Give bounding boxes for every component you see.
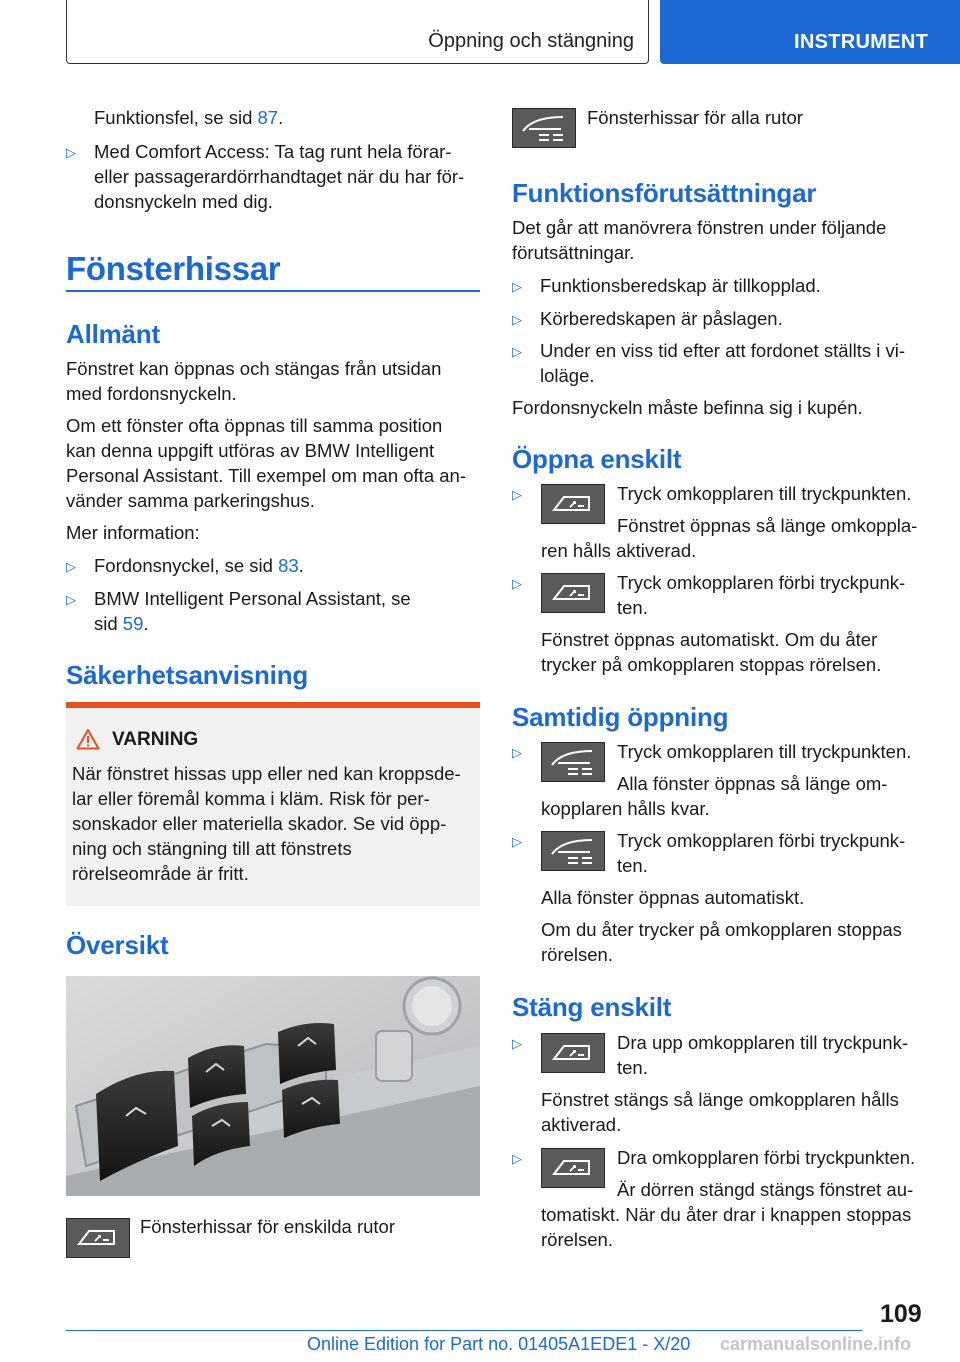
footer-edition: Online Edition for Part no. 01405A1EDE1 - X/20 (307, 1334, 691, 1354)
close-1-line-1: Dra upp omkopplaren till tryckpunk- (617, 1032, 908, 1053)
simul-2-line-4: Om du åter trycker på omkopplaren stoppas (541, 919, 902, 940)
caption-all-windows: Fönsterhissar för alla rutor (587, 107, 803, 128)
allmant-heading: Allmänt (66, 319, 160, 349)
open-2-line-1: Tryck omkopplaren förbi tryckpunk- (617, 572, 906, 593)
warning-triangle-icon (76, 728, 100, 750)
close-1-line-2: ten. (617, 1057, 648, 1078)
close-2-line-2: Är dörren stängd stängs fönstret au- (617, 1179, 914, 1200)
bullet-icon: ▷ (512, 745, 522, 760)
func-item-3-line-1: Under en viss tid efter att fordonet ställts i vi- (540, 340, 906, 361)
simul-2-line-3: Alla fönster öppnas automatiskt. (541, 887, 805, 908)
bullet-icon: ▷ (512, 279, 522, 294)
bullet-icon: ▷ (66, 145, 76, 160)
allmant-p2-line-1: Om ett fönster ofta öppnas till samma position (66, 415, 443, 436)
bullet-icon: ▷ (66, 592, 76, 607)
comfort-access-line-3: donsnyckeln med dig. (94, 191, 273, 212)
simul-2-line-2: ten. (617, 855, 648, 876)
allmant-p1-line-2: med fordonsnyckeln. (66, 383, 237, 404)
close-2-line-1: Dra omkopplaren förbi tryckpunkten. (617, 1147, 916, 1168)
bullet-icon: ▷ (512, 312, 522, 327)
safety-heading: Säkerhetsanvisning (66, 660, 309, 690)
simul-1-line-1: Tryck omkopplaren till tryckpunkten. (617, 741, 912, 762)
open-single-heading: Öppna enskilt (512, 444, 682, 474)
bullet-icon: ▷ (512, 576, 522, 591)
warning-line-4: ning och stängning till att fönstrets (72, 838, 352, 859)
main-heading: Fönsterhissar (66, 250, 281, 287)
bullet-icon: ▷ (512, 487, 522, 502)
page-number: 109 (880, 1300, 922, 1328)
warning-line-2: lar eller föremål komma i kläm. Risk för per- (72, 788, 430, 809)
more-info-label: Mer information: (66, 522, 200, 543)
all-windows-switch-icon (541, 831, 605, 871)
warning-line-1: När fönstret hissas upp eller ned kan kroppsde- (72, 763, 461, 784)
function-requirements-heading: Funktionsförutsättningar (512, 178, 817, 208)
page-link-87[interactable]: 87 (257, 107, 279, 128)
allmant-p2-line-3: Personal Assistant. Till exempel om man ofta an- (66, 465, 466, 486)
single-window-switch-icon (541, 484, 605, 524)
watermark: carmanualsonline.info (720, 1334, 912, 1354)
bullet-icon: ▷ (512, 1036, 522, 1051)
open-2-line-3: Fönstret öppnas automatiskt. Om du åter (541, 629, 878, 650)
bullet-icon: ▷ (512, 1151, 522, 1166)
func-p-line-2: förutsättningar. (512, 242, 635, 263)
comfort-access-line-2: eller passagerardörrhandtaget när du har för- (94, 166, 465, 187)
open-1-line-1: Tryck omkopplaren till tryckpunkten. (617, 483, 912, 504)
heading-rule (66, 290, 480, 292)
header-chapter-title: INSTRUMENT (794, 31, 929, 53)
more-info-item-2-line-1: BMW Intelligent Personal Assistant, se (94, 588, 411, 609)
header-section-box (66, 0, 649, 64)
warning-title: VARNING (112, 729, 199, 750)
allmant-p1-line-1: Fönstret kan öppnas och stängas från utsidan (66, 358, 442, 379)
close-single-heading: Stäng enskilt (512, 992, 672, 1022)
open-1-line-2: Fönstret öppnas så länge omkoppla- (617, 515, 918, 536)
open-2-line-4: trycker på omkopplaren stoppas rörelsen. (541, 654, 882, 675)
open-1-line-3: ren hålls aktiverad. (541, 540, 697, 561)
header-section-title: Öppning och stängning (428, 30, 634, 52)
window-switches-photo (66, 976, 480, 1196)
all-windows-switch-icon (541, 742, 605, 782)
comfort-access-line-1: Med Comfort Access: Ta tag runt hela förar- (94, 141, 452, 162)
simul-1-line-2: Alla fönster öppnas så länge om- (617, 773, 888, 794)
simul-2-line-5: rörelsen. (541, 944, 613, 965)
open-2-line-2: ten. (617, 597, 648, 618)
close-2-line-3: tomatiskt. När du åter drar i knappen stoppas (541, 1204, 912, 1225)
page-link-83[interactable]: 83 (278, 555, 299, 576)
bullet-icon: ▷ (512, 344, 522, 359)
header-chapter-tab[interactable] (660, 0, 960, 64)
page-link-59[interactable]: 59 (122, 613, 144, 634)
single-window-switch-icon (541, 573, 605, 613)
bullet-icon: ▷ (512, 834, 522, 849)
func-item-1: Funktionsberedskap är tillkopplad. (540, 275, 821, 296)
caption-single-windows: Fönsterhissar för enskilda rutor (140, 1216, 395, 1237)
continued-text: Funktionsfel, se sid 87. (94, 107, 284, 128)
func-p-line-1: Det går att manövrera fönstren under följande (512, 217, 887, 238)
allmant-p2-line-2: kan denna uppgift utföras av BMW Intelligent (66, 440, 435, 461)
single-window-switch-icon (541, 1148, 605, 1188)
bullet-icon: ▷ (66, 559, 76, 574)
key-inside-text: Fordonsnyckeln måste befinna sig i kupén. (512, 397, 863, 418)
simul-1-line-3: kopplaren hålls kvar. (541, 798, 710, 819)
allmant-p2-line-4: vänder samma parkeringshus. (66, 490, 315, 511)
single-window-switch-icon (66, 1218, 130, 1258)
func-item-2: Körberedskapen är påslagen. (540, 308, 783, 329)
all-windows-switch-icon (512, 108, 576, 148)
warning-line-5: rörelseområde är fritt. (72, 863, 249, 884)
footer-rule (66, 1330, 862, 1331)
more-info-item-2-line-2: sid 59. (94, 613, 149, 634)
close-1-line-3: Fönstret stängs så länge omkopplaren hålls (541, 1089, 899, 1110)
warning-line-3: sonskador eller materiella skador. Se vid öpp- (72, 813, 447, 834)
single-window-switch-icon (541, 1033, 605, 1073)
simul-2-line-1: Tryck omkopplaren förbi tryckpunk- (617, 830, 906, 851)
close-1-line-4: aktiverad. (541, 1114, 622, 1135)
func-item-3-line-2: loläge. (540, 365, 595, 386)
oversikt-heading: Översikt (66, 930, 169, 960)
simultaneous-open-heading: Samtidig öppning (512, 702, 729, 732)
close-2-line-4: rörelsen. (541, 1229, 613, 1250)
more-info-item-1: Fordonsnyckel, se sid 83. (94, 555, 304, 576)
